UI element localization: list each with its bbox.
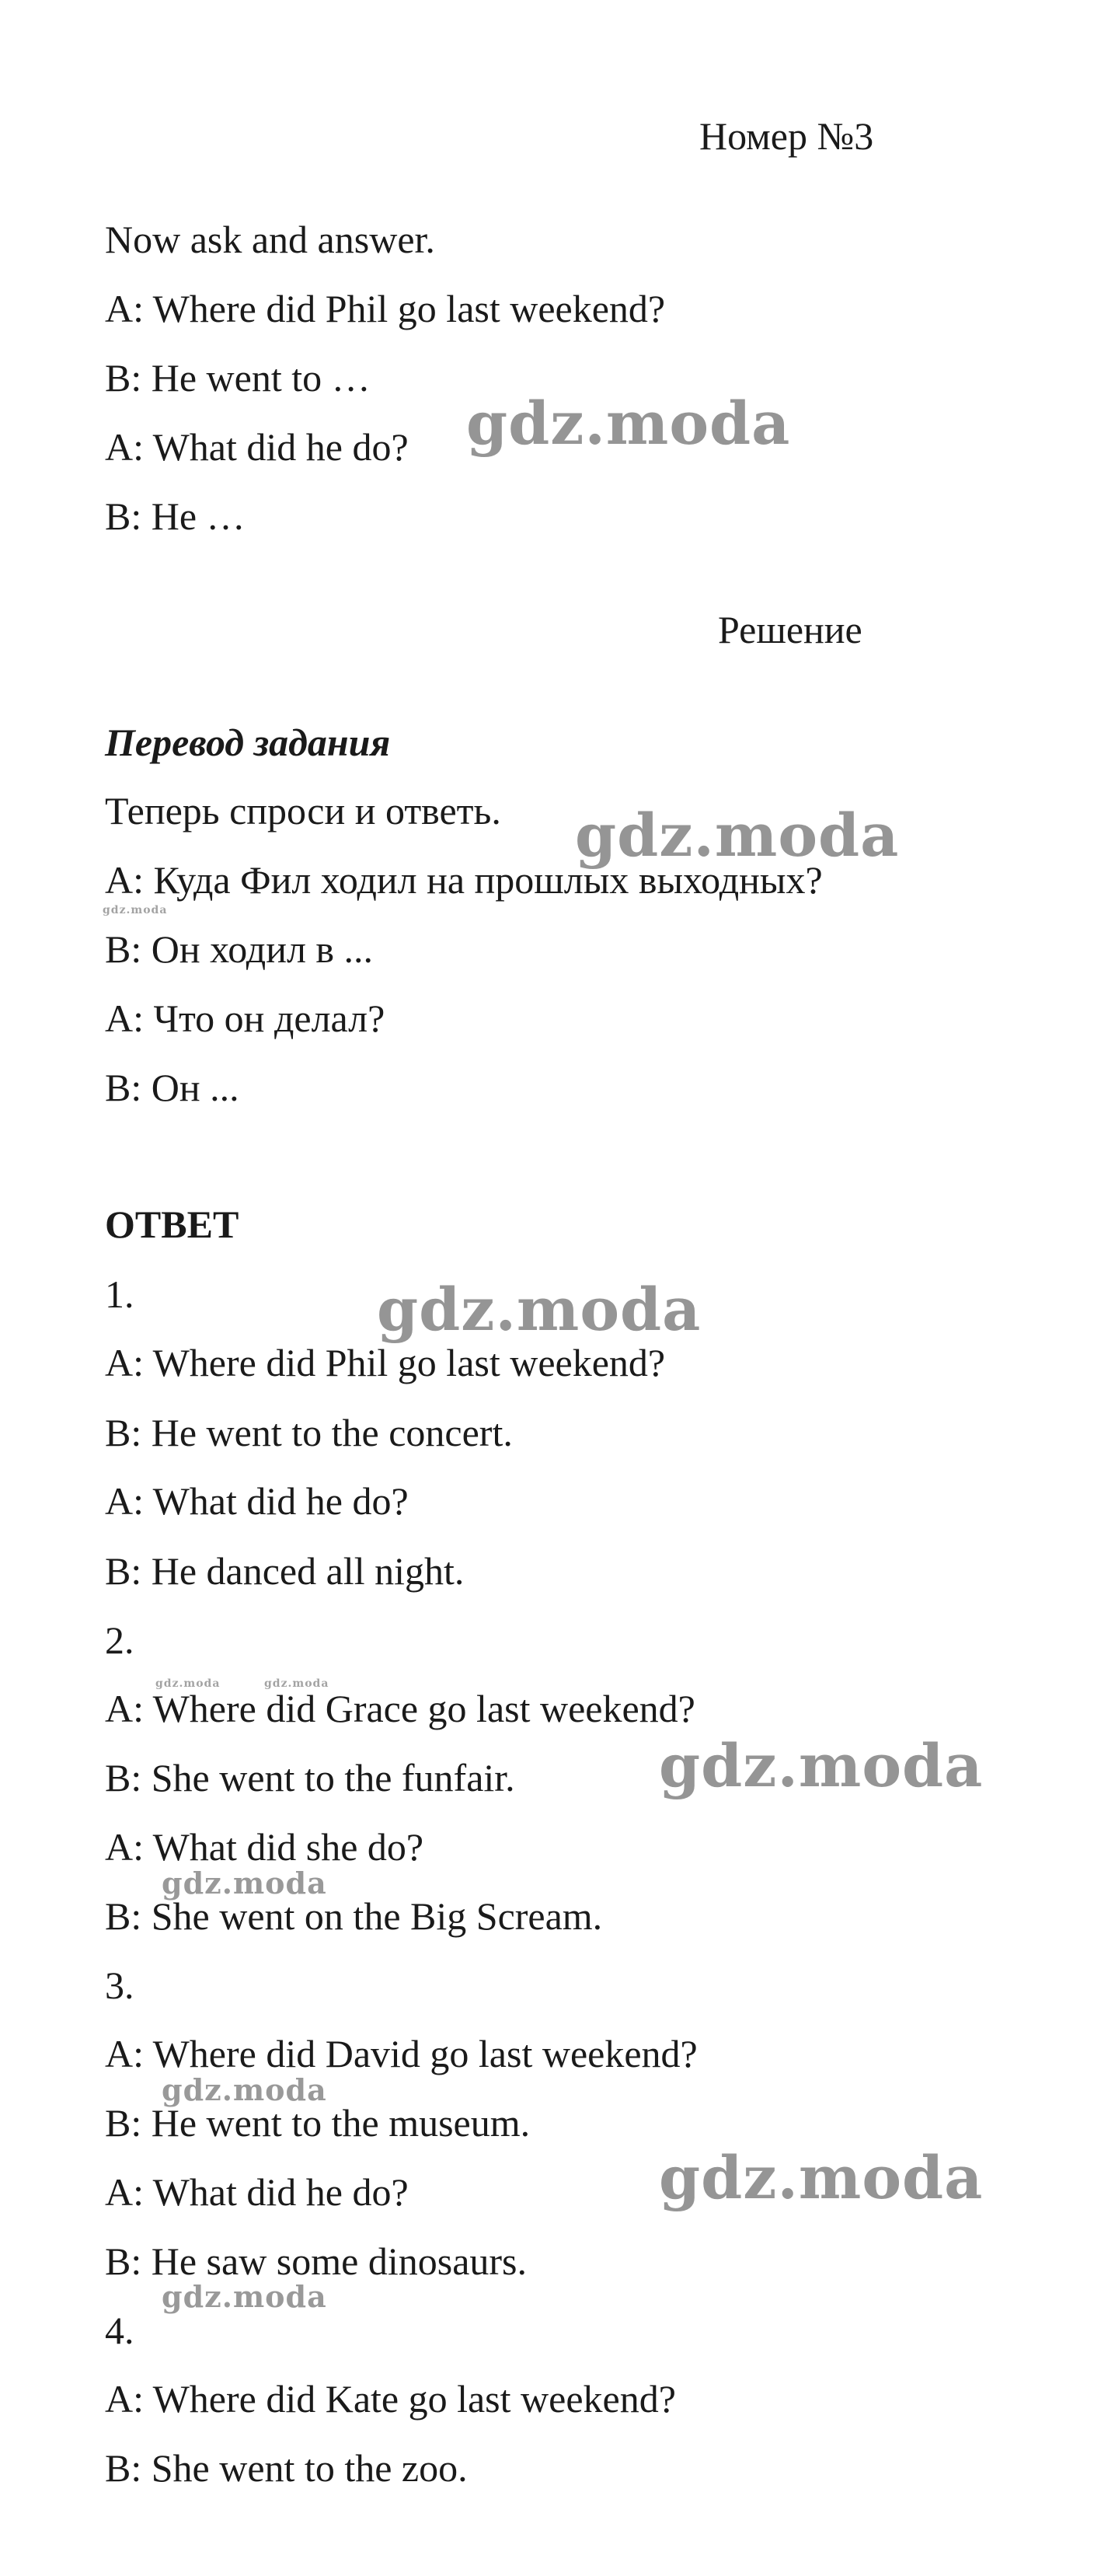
watermark: gdz.moda xyxy=(162,2072,327,2107)
answer-item-number: 3. xyxy=(105,1963,134,2007)
translation-instruction: Теперь спроси и ответь. xyxy=(105,789,501,832)
watermark: gdz.moda xyxy=(575,801,900,870)
watermark: gdz.moda xyxy=(162,2279,327,2314)
watermark: gdz.moda xyxy=(264,1677,329,1690)
answer-line: A: Where did Grace go last weekend? xyxy=(105,1687,695,1730)
answer-line: A: What did he do? xyxy=(105,1479,409,1523)
task-instruction: Now ask and answer. xyxy=(105,218,435,261)
translation-line: B: Он ... xyxy=(105,1066,239,1109)
answer-line: A: Where did Phil go last weekend? xyxy=(105,1341,666,1384)
watermark: gdz.moda xyxy=(162,1866,327,1901)
translation-line: B: Он ходил в ... xyxy=(105,927,374,971)
task-line: B: He went to … xyxy=(105,356,371,400)
watermark: gdz.moda xyxy=(377,1275,702,1344)
answer-line: B: He went to the concert. xyxy=(105,1411,513,1454)
watermark: gdz.moda xyxy=(659,2143,984,2212)
solution-label: Решение xyxy=(718,608,862,651)
translation-title: Перевод задания xyxy=(105,721,391,764)
answer-line: B: She went to the funfair. xyxy=(105,1756,515,1799)
task-line: B: He … xyxy=(105,494,246,538)
watermark: gdz.moda xyxy=(466,389,791,458)
answer-title: ОТВЕТ xyxy=(105,1202,239,1246)
task-number: Номер №3 xyxy=(699,114,874,158)
watermark: gdz.moda xyxy=(659,1731,984,1800)
watermark: gdz.moda xyxy=(103,904,168,916)
task-line: A: Where did Phil go last weekend? xyxy=(105,287,666,330)
translation-line: A: Что он делал? xyxy=(105,997,385,1040)
answer-line: B: He danced all night. xyxy=(105,1549,465,1593)
answer-line: B: He went to the museum. xyxy=(105,2101,531,2145)
answer-line: A: Where did Kate go last weekend? xyxy=(105,2377,676,2421)
translation-line: A: Куда Фил ходил на прошлых выходных? xyxy=(105,858,823,902)
answer-line: B: He saw some dinosaurs. xyxy=(105,2239,527,2283)
answer-item-number: 1. xyxy=(105,1272,134,1316)
answer-item-number: 4. xyxy=(105,2309,134,2352)
answer-line: A: Where did David go last weekend? xyxy=(105,2032,698,2075)
answer-line: A: What did he do? xyxy=(105,2170,409,2214)
answer-item-number: 2. xyxy=(105,1618,134,1662)
answer-line: B: She went to the zoo. xyxy=(105,2446,468,2490)
watermark: gdz.moda xyxy=(155,1677,221,1690)
task-line: A: What did he do? xyxy=(105,425,409,469)
answer-line: B: She went on the Big Scream. xyxy=(105,1894,603,1938)
answer-line: A: What did she do? xyxy=(105,1825,424,1869)
